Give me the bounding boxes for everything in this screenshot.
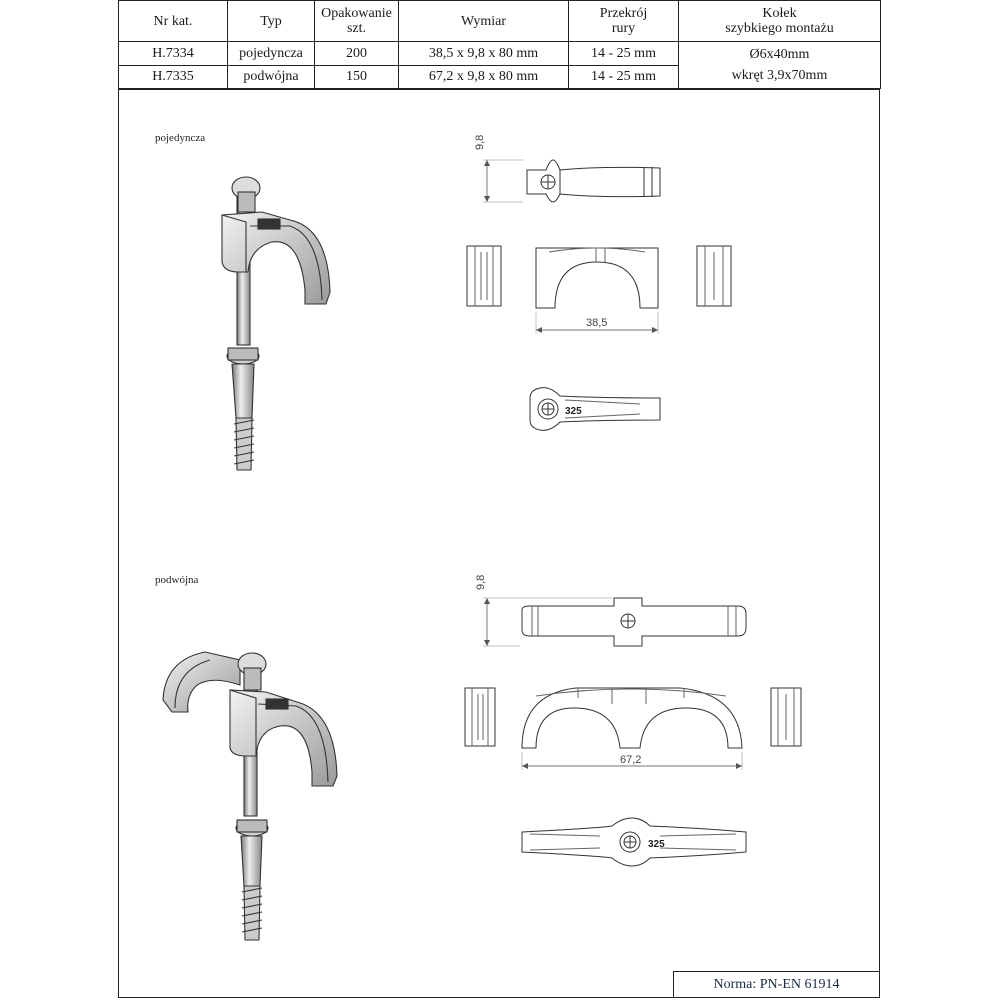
double-width-dimension: 67,2 — [620, 754, 642, 766]
single-clip-3d-view — [222, 177, 330, 470]
double-clip-bottom-view — [522, 818, 746, 866]
single-clip-top-view — [483, 160, 660, 202]
cell-kolek-line1: Ø6x40mm — [749, 47, 810, 63]
cell-opak: 150 — [315, 65, 399, 88]
cell-wymiar: 38,5 x 9,8 x 80 mm — [399, 42, 569, 65]
header-opak-line1: Opakowanie — [321, 6, 392, 22]
double-marking-text: 325 — [648, 839, 665, 850]
single-variant-label: pojedyncza — [155, 132, 206, 144]
cell-nr: H.7334 — [119, 42, 228, 65]
header-typ-text: Typ — [260, 13, 282, 29]
header-opak-line2: szt. — [346, 21, 367, 37]
cell-typ: pojedyncza — [228, 42, 315, 65]
cell-przekroj: 14 - 25 mm — [569, 65, 679, 88]
header-wymiar-text: Wymiar — [460, 13, 507, 29]
cell-kolek-line2: wkręt 3,9x70mm — [731, 68, 828, 84]
cell-opak: 200 — [315, 42, 399, 65]
single-width-dimension: 38,5 — [586, 317, 608, 329]
single-clip-bottom-view — [530, 388, 660, 431]
header-kolek-line2: szybkiego montażu — [725, 21, 834, 37]
cell-nr: H.7335 — [119, 65, 228, 88]
header-nr-text: Nr kat. — [153, 13, 193, 29]
double-variant-label: podwójna — [155, 574, 199, 586]
header-przekroj-line2: rury — [611, 21, 636, 37]
header-przekroj-line1: Przekrój — [599, 6, 648, 22]
cell-typ: podwójna — [228, 65, 315, 88]
double-clip-top-view — [483, 598, 746, 646]
double-clip-3d-view — [163, 652, 337, 940]
single-height-dimension: 9,8 — [474, 134, 486, 150]
norm-label: Norma: PN-EN 61914 — [673, 971, 880, 998]
cell-wymiar: 67,2 x 9,8 x 80 mm — [399, 65, 569, 88]
header-kolek-line1: Kołek — [762, 6, 797, 22]
double-height-dimension: 9,8 — [475, 574, 487, 590]
single-marking-text: 325 — [565, 406, 582, 417]
cell-przekroj: 14 - 25 mm — [569, 42, 679, 65]
